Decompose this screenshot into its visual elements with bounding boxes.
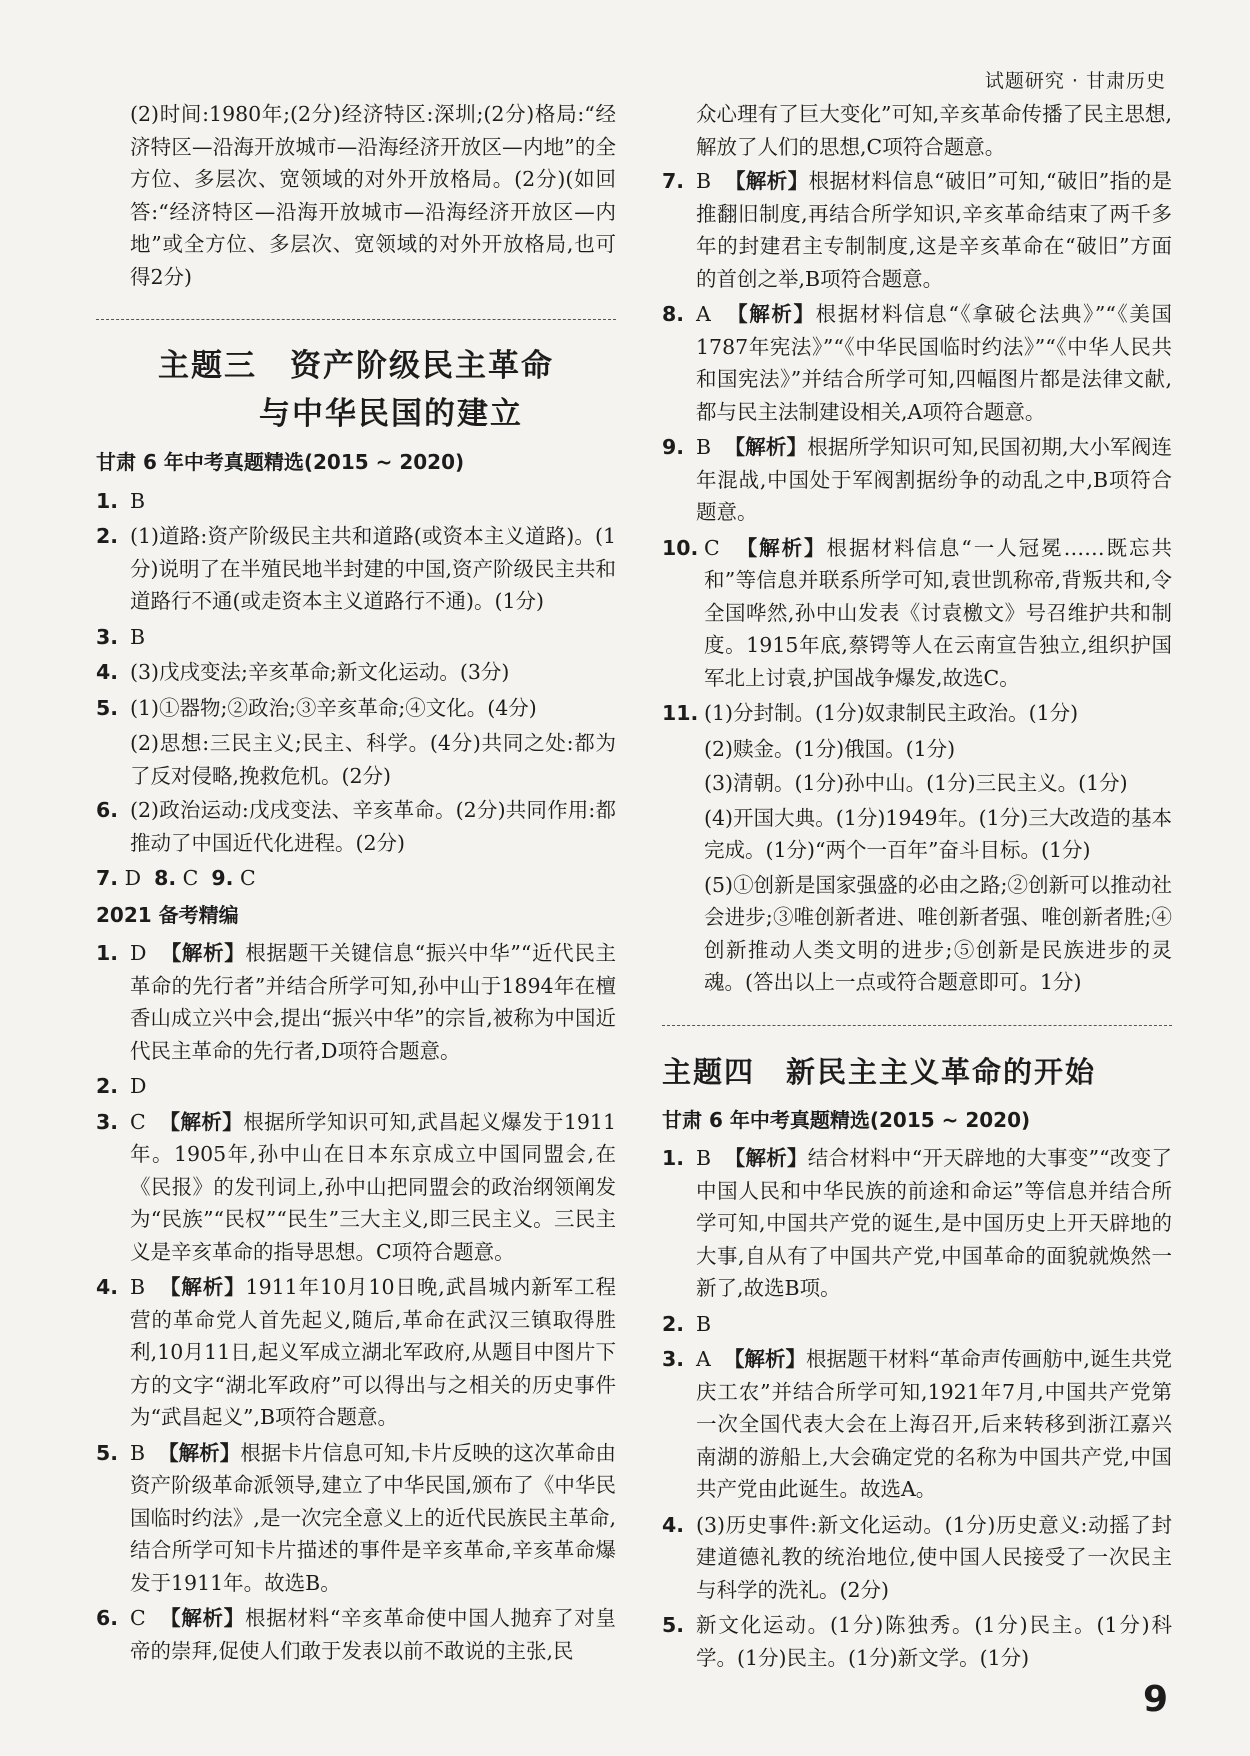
item-text: B	[696, 1311, 712, 1336]
answer-item	[96, 485, 616, 518]
answer-item	[662, 1509, 1172, 1607]
analysis-tag: 【解析】	[723, 1347, 807, 1371]
answer-item	[96, 520, 616, 618]
right-column	[662, 98, 1172, 1677]
item-number: 5.	[96, 1440, 119, 1465]
item-text: 根据所学知识可知,民国初期,大小军阀连年混战,中国处于军阀割据纷争的动乱之中,B项符合题意。	[696, 435, 1172, 524]
item-text: 根据卡片信息可知,卡片反映的这次革命由资产阶级革命派领导,建立了中华民国,颁布了《中华民国临时约法》,是一次完全意义上的近代民族民主革命,结合所学可知卡片描述的事件是辛亥革命,辛亥革命爆发于1911年。故选B。	[130, 1440, 617, 1595]
item-text: C	[182, 866, 199, 890]
answer-item	[662, 532, 1172, 695]
item-text: (1)道路:资产阶级民主共和道路(或资本主义道路)。(1分)说明了在半殖民地半封建的中国,资产阶级民主共和道路行不通(或走资本主义道路行不通)。(1分)	[130, 524, 617, 613]
item-number: 6.	[96, 798, 119, 822]
item-number: 4.	[662, 1512, 685, 1537]
item-text: 根据材料信息“一人冠冕……既忘共和”等信息并联系所学可知,袁世凯称帝,背叛共和,令全国哗然,孙中山发表《讨袁檄文》号召维护共和制度。1915年底,蔡锷等人在云南宣告独立,组织护国军北上讨袁,护国战争爆发,故选C。	[704, 535, 1172, 690]
item-text: 结合材料中“开天辟地的大事变”“改变了中国人民和中华民族的前途和命运”等信息并结合所学可知,中国共产党的诞生,是中国历史上开天辟地的大事,自从有了中国共产党,中国革命的面貌就焕然一新了,故选B项。	[696, 1146, 1172, 1300]
analysis-tag: 【解析】	[160, 1606, 245, 1630]
item-text: 1911年10月10日晚,武昌城内新军工程营的革命党人首先起义,随后,革命在武汉三镇取得胜利,10月11日,起义军成立湖北军政府,从题目中图片下方的文字“湖北军政府”可以得出与之相关的历史事件为“武昌起义”,B项符合题意。	[130, 1275, 616, 1429]
analysis-tag: 【解析】	[158, 1440, 241, 1465]
answer-item	[662, 697, 1172, 730]
divider	[96, 319, 616, 320]
item-number: 9.	[662, 435, 685, 459]
item-answer: C	[130, 1109, 146, 1134]
item-number: 6.	[96, 1606, 119, 1630]
item-text: 根据材料信息“《拿破仑法典》”“《美国1787年宪法》”“《中华民国临时约法》”“《中华人民共和国宪法》”并结合所学可知,四幅图片都是法律文献,都与民主法制建设相关,A项符合题意。	[696, 302, 1172, 424]
answer-item	[96, 1106, 616, 1269]
item-answer: B	[696, 1146, 712, 1170]
analysis-tag: 【解析】	[724, 435, 808, 459]
item-number: 1.	[96, 941, 119, 965]
analysis-tag: 【解析】	[159, 1109, 244, 1134]
answer-item	[662, 1609, 1172, 1674]
item-text: 根据题干材料“革命声传画舫中,诞生共党庆工农”并结合所学可知,1921年7月,中国共产党第一次全国代表大会在上海召开,后来转移到浙江嘉兴南湖的游船上,大会确定党的名称为中国共产党,中国共产党由此诞生。故选A。	[696, 1347, 1172, 1501]
answer-item	[96, 794, 616, 859]
item-text: (1)①器物;②政治;③辛亥革命;④文化。(4分)	[130, 695, 537, 720]
item-continuation: (2)思想:三民主义;民主、科学。(4分)共同之处:都为了反对侵略,挽救危机。(2分)	[130, 731, 616, 788]
answer-item	[96, 692, 616, 725]
item-number: 8.	[662, 302, 685, 326]
item-text: (3)历史事件:新文化运动。(1分)历史意义:动摇了封建道德礼教的统治地位,使中国人民接受了一次民主与科学的洗礼。(2分)	[696, 1512, 1172, 1602]
item-number: 11.	[662, 701, 699, 725]
item-answer: B	[130, 1440, 146, 1465]
item-continuation: (2)赎金。(1分)俄国。(1分)	[704, 736, 956, 761]
analysis-tag: 【解析】	[724, 169, 809, 193]
answer-intro: (2)时间:1980年;(2分)经济特区:深圳;(2分)格局:“经济特区—沿海开放城市—沿海经济开放区—内地”的全方位、多层次、宽领域的对外开放格局。(2分)(如回答:“经济特区—沿海开放城市—沿海经济开放区—内地”或全方位、多层次、宽领域的对外开放格局,也可得2分)	[130, 102, 616, 289]
answer-item	[96, 656, 616, 689]
item-text: 根据所学知识可知,武昌起义爆发于1911年。1905年,孙中山在日本东京成立中国同盟会,在《民报》的发刊词上,孙中山把同盟会的政治纲领阐发为“民族”“民权”“民生”三大主义,即三民主义。三民主义是辛亥革命的指导思想。C项符合题意。	[130, 1109, 616, 1264]
item-text: 根据题干关键信息“振兴中华”“近代民主革命的先行者”并结合所学可知,孙中山于1894年在檀香山成立兴中会,提出“振兴中华”的宗旨,被称为中国近代民主革命的先行者,D项符合题意。	[130, 941, 616, 1063]
item-answer: B	[696, 169, 712, 193]
answer-item	[96, 1271, 616, 1434]
item-text: B	[130, 488, 146, 513]
answer-item	[96, 621, 616, 654]
section-heading: 甘肃 6 年中考真题精选(2015 ~ 2020)	[662, 1107, 1031, 1132]
answer-item	[662, 165, 1172, 295]
page-number: 9	[1142, 1679, 1168, 1720]
item-answer: A	[696, 1347, 711, 1371]
answer-item	[662, 298, 1172, 428]
analysis-tag: 【解析】	[159, 1275, 246, 1299]
item-text: D	[124, 866, 142, 890]
item-answer: C	[704, 535, 720, 560]
answer-item	[96, 937, 616, 1067]
analysis-tag: 【解析】	[727, 302, 816, 326]
item-answer: A	[696, 302, 711, 326]
answer-item	[662, 431, 1172, 529]
item-continuation: (3)清朝。(1分)孙中山。(1分)三民主义。(1分)	[704, 771, 1128, 795]
answer-item	[96, 1070, 616, 1103]
item-continuation: (5)①创新是国家强盛的必由之路;②创新可以推动社会进步;③唯创新者进、唯创新者强、唯创新者胜;④创新推动人类文明的进步;⑤创新是民族进步的灵魂。(答出以上一点或符合题意即可。1分)	[704, 872, 1172, 994]
item-number: 1.	[96, 488, 119, 513]
item-number: 10.	[662, 535, 699, 560]
left-column	[96, 98, 616, 1670]
item-text: (1)分封制。(1分)奴隶制民主政治。(1分)	[704, 701, 1079, 725]
item-answer: B	[696, 435, 712, 459]
answer-item	[662, 1142, 1172, 1305]
topic-three-title	[96, 342, 616, 438]
item-answer: B	[130, 1275, 146, 1299]
item-number: 2.	[96, 1074, 119, 1098]
item-text: (3)戊戌变法;辛亥革命;新文化运动。(3分)	[130, 660, 510, 684]
item-number: 4.	[96, 660, 119, 684]
topic-four-title: 主题四 新民主主义革命的开始	[662, 1054, 1097, 1089]
item-number: 3.	[662, 1347, 685, 1371]
item-number: 3.	[96, 1109, 119, 1134]
item-text: B	[130, 624, 146, 649]
item-text: 新文化运动。(1分)陈独秀。(1分)民主。(1分)科学。(1分)民主。(1分)新文学。(1分)	[696, 1613, 1172, 1670]
divider	[662, 1025, 1172, 1026]
item-number: 9.	[211, 866, 234, 890]
topic-three-line2: 与中华民国的建立	[259, 396, 523, 432]
item-text: (2)政治运动:戊戌变法、辛亥革命。(2分)共同作用:都推动了中国近代化进程。(2分)	[130, 798, 616, 855]
analysis-tag: 【解析】	[724, 1146, 808, 1170]
item-number: 7.	[96, 866, 119, 890]
item-text: 根据材料“辛亥革命使中国人抛弃了对皇帝的崇拜,促使人们敢于发表以前不敢说的主张,民	[130, 1606, 616, 1663]
analysis-tag: 【解析】	[160, 941, 246, 965]
item-answer: C	[130, 1606, 146, 1630]
item-number: 5.	[662, 1613, 685, 1637]
item-text: D	[130, 1074, 147, 1098]
item-number: 3.	[96, 624, 119, 649]
item-number: 8.	[154, 866, 177, 890]
topic-three-line1: 主题三 资产阶级民主革命	[158, 348, 554, 384]
item-continuation: 众心理有了巨大变化”可知,辛亥革命传播了民主思想,解放了人们的思想,C项符合题意。	[696, 102, 1172, 159]
item-text: C	[240, 866, 256, 890]
section-heading: 2021 备考精编	[96, 902, 239, 927]
answer-item	[662, 1308, 1172, 1341]
item-number: 7.	[662, 169, 685, 193]
answer-row-7-9	[96, 862, 616, 895]
item-continuation: (4)开国大典。(1分)1949年。(1分)三大改造的基本完成。(1分)“两个一百年”奋斗目标。(1分)	[704, 805, 1172, 862]
analysis-tag: 【解析】	[736, 535, 827, 560]
item-number: 5.	[96, 695, 119, 720]
answer-item	[96, 1602, 616, 1667]
running-header: 试题研究 · 甘肃历史	[984, 70, 1166, 92]
section-heading: 甘肃 6 年中考真题精选(2015 ~ 2020)	[96, 450, 465, 474]
item-number: 2.	[96, 524, 119, 548]
answer-item	[662, 1343, 1172, 1506]
item-number: 2.	[662, 1311, 685, 1336]
item-number: 1.	[662, 1146, 685, 1170]
answer-item	[96, 1437, 616, 1600]
item-text: 根据材料信息“破旧”可知,“破旧”指的是推翻旧制度,再结合所学知识,辛亥革命结束了两千多年的封建君主专制制度,这是辛亥革命在“破旧”方面的首创之举,B项符合题意。	[696, 169, 1172, 291]
item-answer: D	[130, 941, 147, 965]
item-number: 4.	[96, 1275, 119, 1299]
